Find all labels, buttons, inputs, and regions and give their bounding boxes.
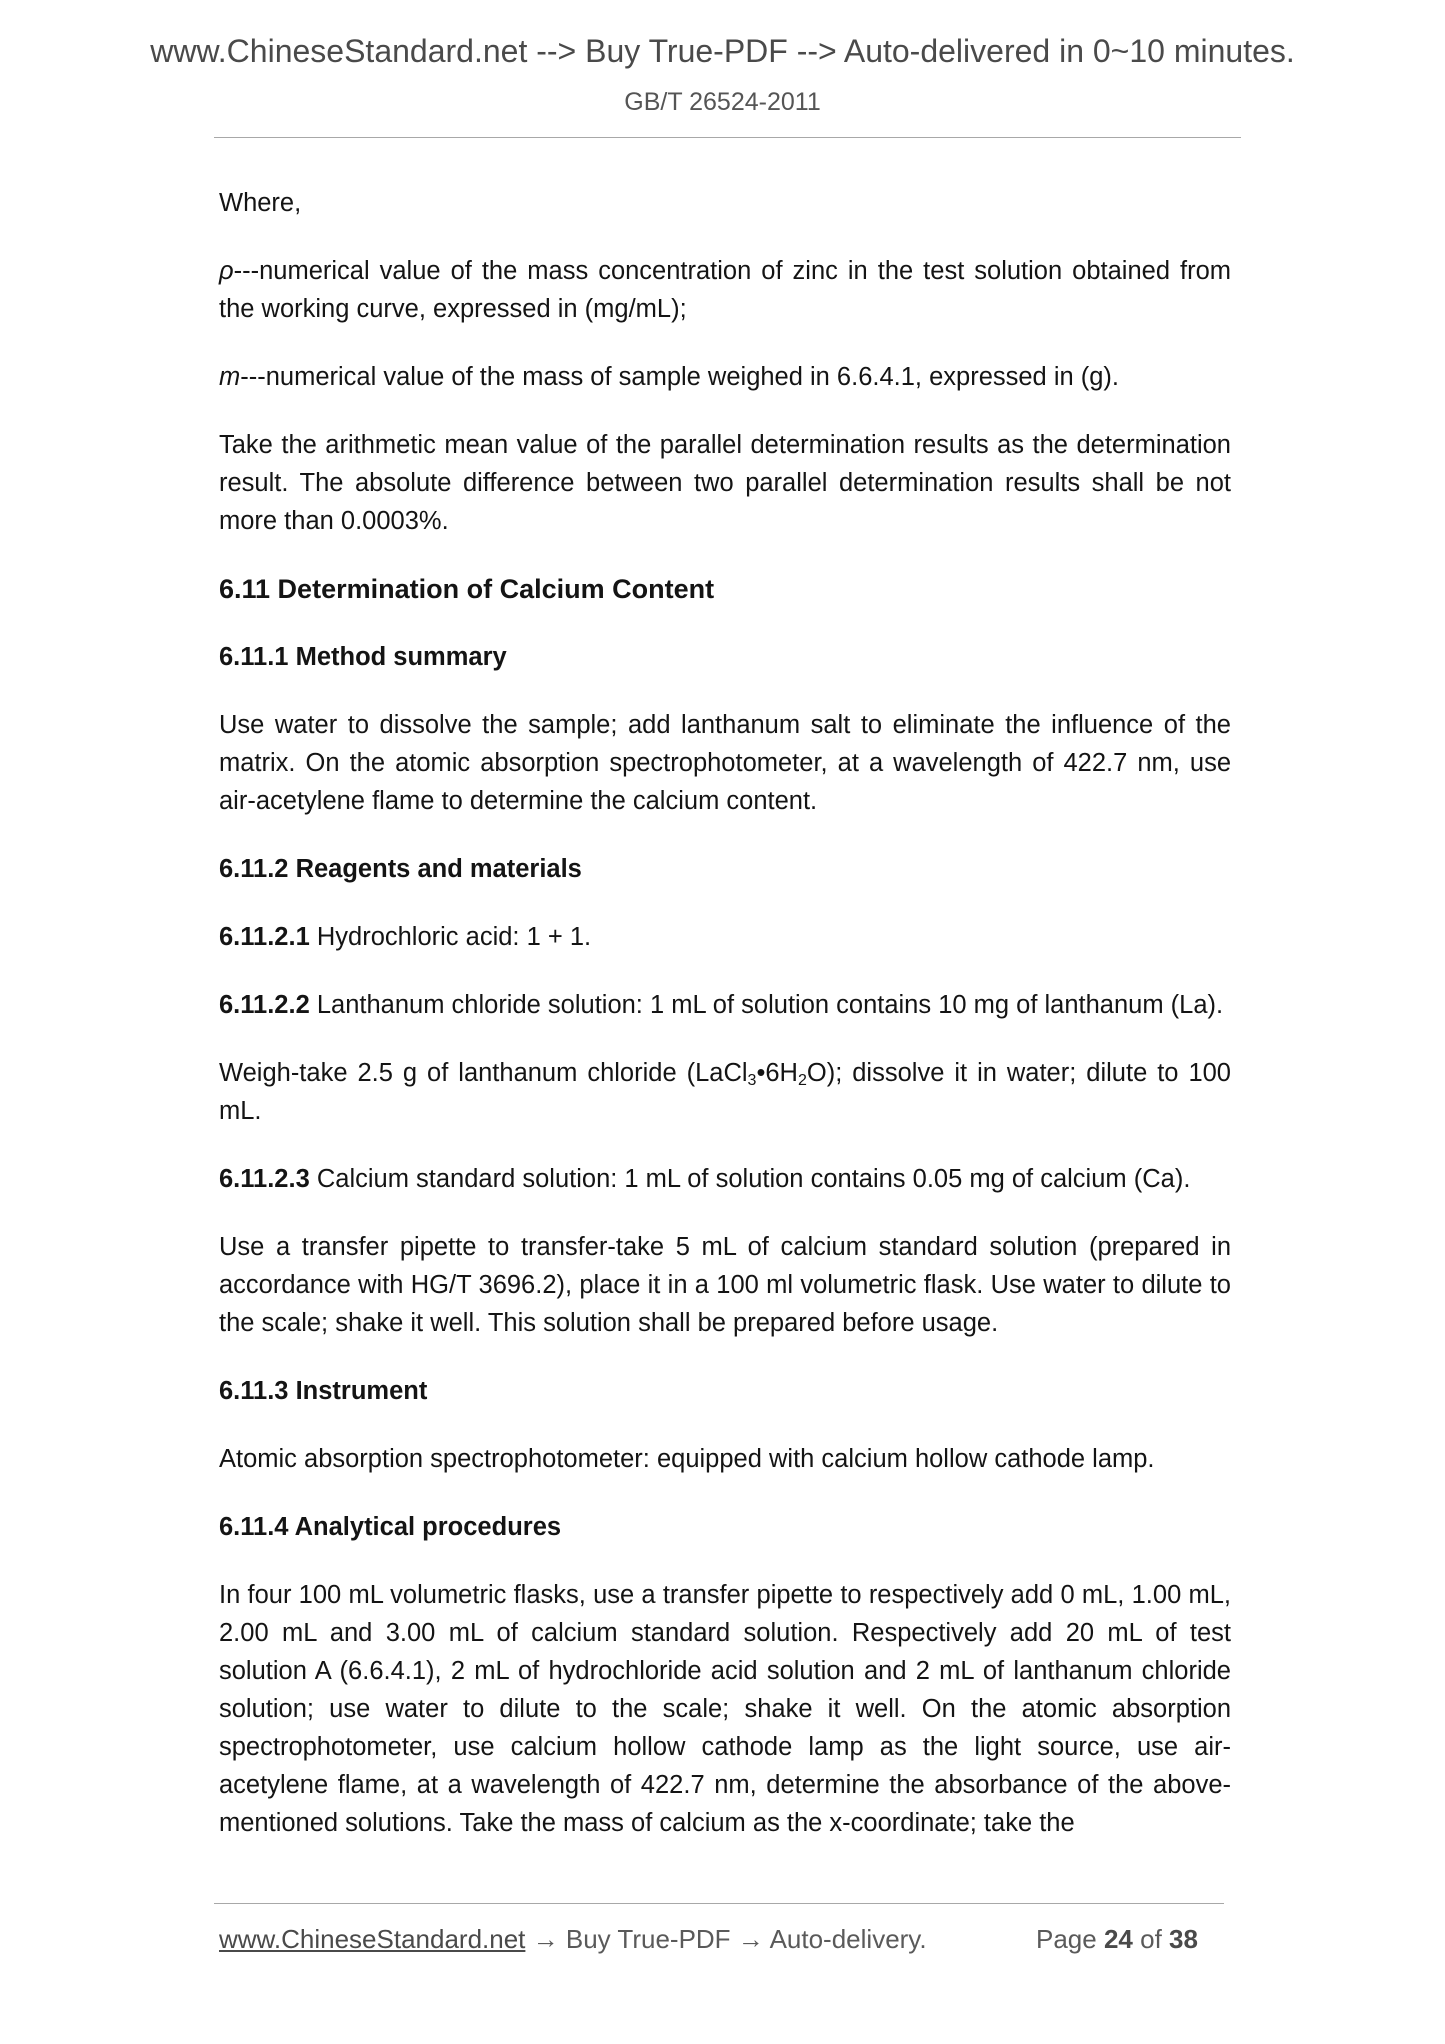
m-definition — [219, 358, 1231, 396]
m-symbol: m — [219, 363, 241, 391]
clause-text: Calcium standard solution: 1 mL of solution contains 0.05 mg of calcium (Ca). — [309, 1165, 1191, 1193]
reagent-6-11-2-2 — [219, 986, 1231, 1024]
rho-symbol: ρ — [219, 257, 234, 285]
mean-paragraph: Take the arithmetic mean value of the parallel determination results as the determination result. The absolute difference between two parallel determination results shall be not more than 0.0003%. — [219, 431, 1231, 535]
page-number: 24 — [1103, 1924, 1133, 1954]
rho-definition-text: ---numerical value of the mass concentration of zinc in the test solution obtained from the working curve, expressed in (mg/mL); — [219, 257, 1231, 323]
standard-number: GB/T 26524-2011 — [624, 88, 821, 116]
weigh-text-c: O); dissolve it in water; dilute to 100 mL. — [219, 1059, 1231, 1125]
clause-number: 6.11.2.3 — [219, 1165, 310, 1193]
total-pages: 38 — [1169, 1924, 1198, 1954]
of-label: of — [1140, 1924, 1162, 1954]
pipette-paragraph: Use a transfer pipette to transfer-take 5 mL of calcium standard solution (prepared in accordance with HG/T 3696.2), place it in a 100 ml volumetric flask. Use water to dilute to the scale; shake it well. This solution shall be prepared before usage. — [219, 1233, 1231, 1337]
m-definition-text: ---numerical value of the mass of sample weighed in 6.6.4.1, expressed in (g). — [240, 363, 1120, 391]
rho-definition — [219, 252, 1231, 328]
page-indicator — [1036, 1924, 1198, 1955]
weigh-text-b: •6H — [756, 1059, 798, 1087]
footer-divider — [214, 1903, 1224, 1904]
instrument-paragraph: Atomic absorption spectrophotometer: equipped with calcium hollow cathode lamp. — [219, 1445, 1155, 1473]
header-divider — [214, 137, 1241, 138]
method-summary-paragraph: Use water to dissolve the sample; add lanthanum salt to eliminate the influence of the matrix. On the atomic absorption spectrophotometer, at a wavelength of 422.7 nm, use air-acetylene flame to determine the calcium content. — [219, 711, 1231, 815]
clause-text: Lanthanum chloride solution: 1 mL of solution contains 10 mg of lanthanum (La). — [309, 991, 1224, 1019]
subscript-3: 3 — [747, 1072, 757, 1089]
subsection-heading-6-11-3: 6.11.3 Instrument — [219, 1377, 428, 1405]
weigh-text-a: Weigh-take 2.5 g of lanthanum chloride (LaCl — [219, 1059, 748, 1087]
site-banner: www.ChineseStandard.net --> Buy True-PDF --> Auto-delivered in 0~10 minutes. — [150, 33, 1295, 69]
footer-left — [219, 1924, 927, 1955]
footer-tagline: → Buy True-PDF → Auto-delivery. — [525, 1924, 927, 1954]
weigh-paragraph — [219, 1054, 1231, 1130]
where-label: Where, — [219, 189, 302, 217]
clause-number: 6.11.2.1 — [219, 923, 310, 951]
document-body — [219, 184, 1231, 1872]
reagent-6-11-2-3 — [219, 1160, 1231, 1198]
procedure-paragraph: In four 100 mL volumetric flasks, use a transfer pipette to respectively add 0 mL, 1.00 mL, 2.00 mL and 3.00 mL of calcium standard solution. Respectively add 20 mL of test solution A (6.6.4.1), 2 mL of hydrochloride acid solution and 2 mL of lanthanum chloride solution; use water to dilute to the scale; shake it well. On the atomic absorption spectrophotometer, use calcium hollow cathode lamp as the light source, use air-acetylene flame, at a wavelength of 422.7 nm, determine the absorbance of the above-mentioned solutions. Take the mass of calcium as the x-coordinate; take the — [219, 1581, 1231, 1837]
subscript-2: 2 — [797, 1072, 807, 1089]
subsection-heading-6-11-1: 6.11.1 Method summary — [219, 643, 507, 671]
section-heading-6-11: 6.11 Determination of Calcium Content — [219, 574, 715, 604]
footer-site-link[interactable]: www.ChineseStandard.net — [219, 1924, 526, 1954]
clause-number: 6.11.2.2 — [219, 991, 310, 1019]
subsection-heading-6-11-2: 6.11.2 Reagents and materials — [219, 855, 582, 883]
clause-text: Hydrochloric acid: 1 + 1. — [309, 923, 592, 951]
subsection-heading-6-11-4: 6.11.4 Analytical procedures — [219, 1513, 562, 1541]
page-label: Page — [1036, 1924, 1097, 1954]
reagent-6-11-2-1 — [219, 918, 1231, 956]
